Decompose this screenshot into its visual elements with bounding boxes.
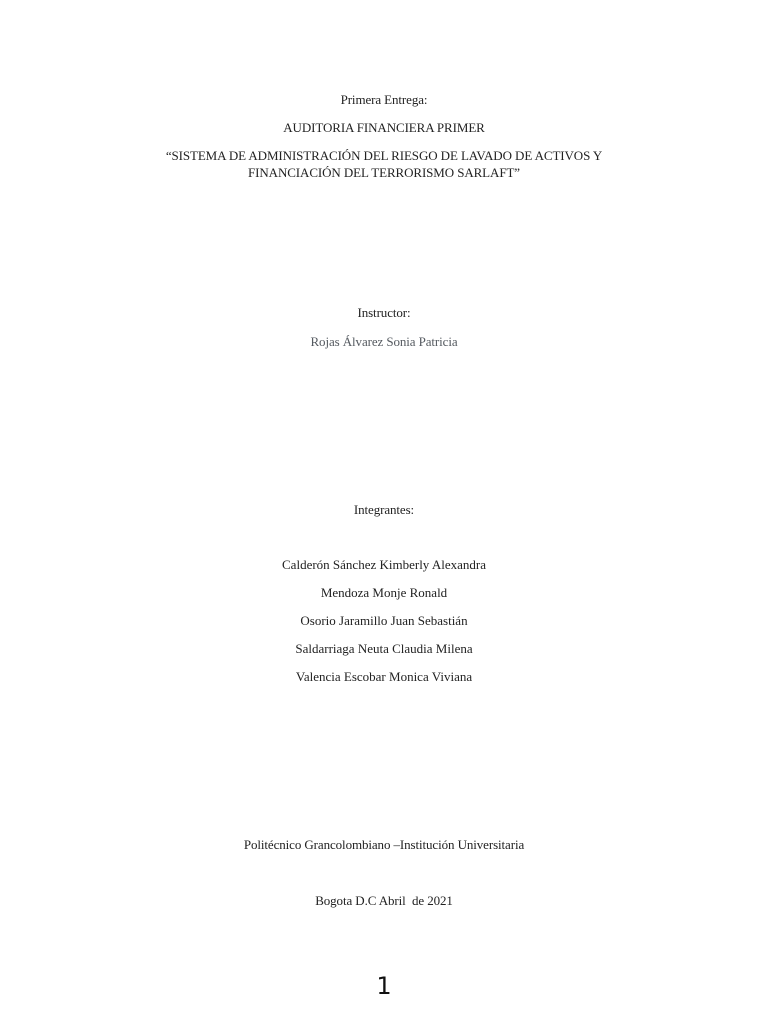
- course-name: AUDITORIA FINANCIERA PRIMER: [283, 120, 485, 135]
- title-line-2: FINANCIACIÓN DEL TERRORISMO SARLAFT”: [248, 165, 520, 180]
- delivery-label: Primera Entrega:: [340, 92, 428, 107]
- instructor-label: Instructor:: [357, 305, 411, 320]
- member-item: Osorio Jaramillo Juan Sebastián: [300, 613, 468, 628]
- place-date: Bogota D.C Abril de 2021: [315, 893, 453, 908]
- page-number: 1: [376, 972, 392, 1000]
- instructor-name: Rojas Álvarez Sonia Patricia: [310, 334, 458, 349]
- member-item: Mendoza Monje Ronald: [320, 585, 448, 600]
- member-item: Valencia Escobar Monica Viviana: [295, 669, 473, 684]
- members-label: Integrantes:: [353, 502, 415, 517]
- member-item: Calderón Sánchez Kimberly Alexandra: [282, 557, 486, 572]
- members-list: [0, 557, 768, 697]
- institution: Politécnico Grancolombiano –Institución Universitaria: [243, 837, 525, 852]
- member-item: Saldarriaga Neuta Claudia Milena: [295, 641, 473, 656]
- title-line-1: “SISTEMA DE ADMINISTRACIÓN DEL RIESGO DE LAVADO DE ACTIVOS Y: [165, 148, 603, 163]
